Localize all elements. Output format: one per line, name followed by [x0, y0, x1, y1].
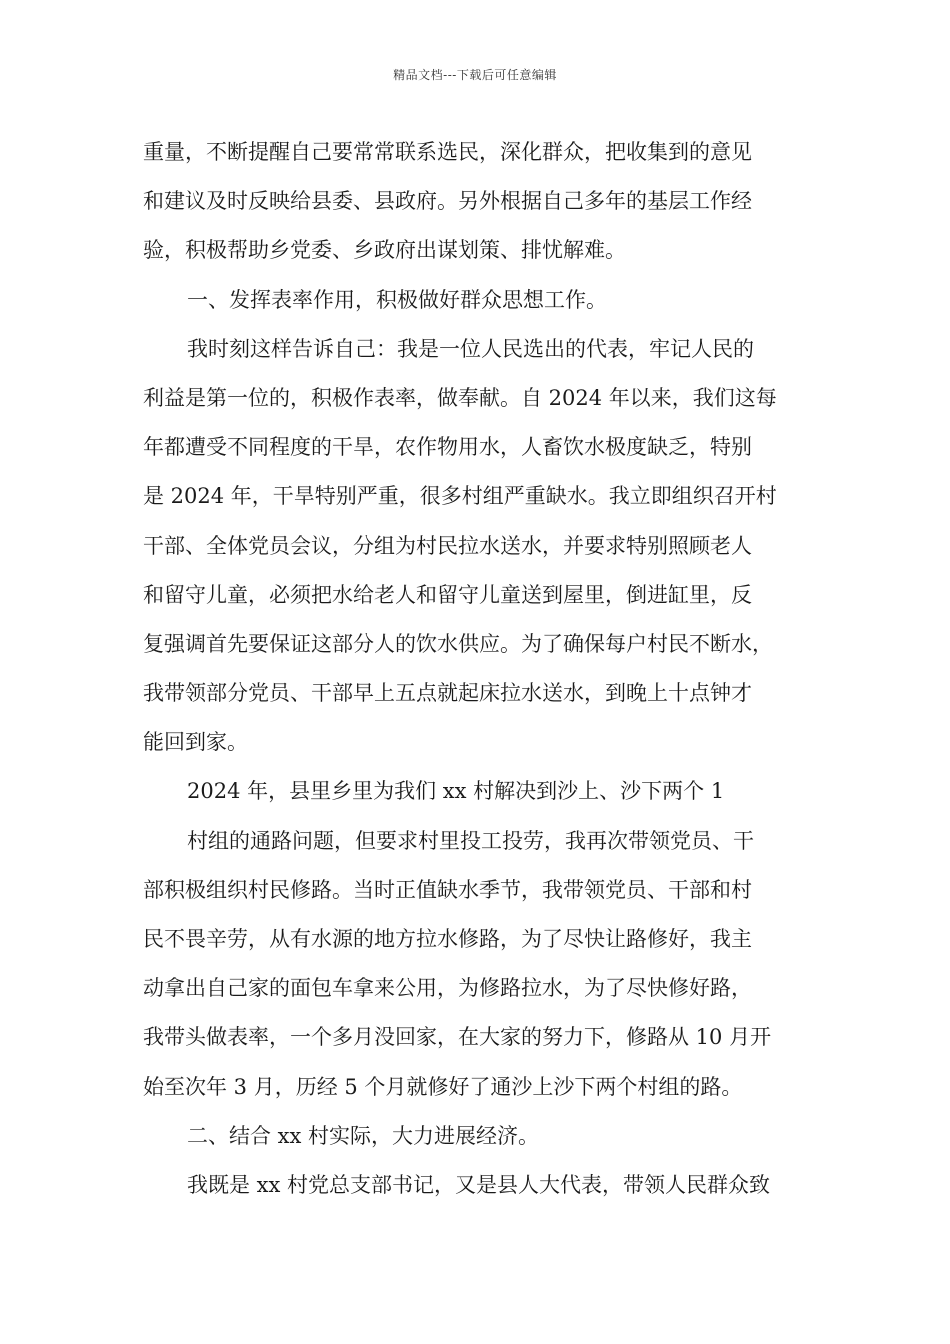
text-line: 干部、全体党员会议，分组为村民拉水送水，并要求特别照顾老人 [143, 533, 752, 558]
text-line: 重量，不断提醒自己要常常联系选民，深化群众，把收集到的意见 [143, 140, 752, 164]
text-line: 年都遭受不同程度的干旱，农作物用水，人畜饮水极度缺乏，特别 [143, 435, 752, 460]
text-line: 我时刻这样告诉自己：我是一位人民选出的代表，牢记人民的 [187, 336, 754, 361]
text-line: 利益是第一位的，积极作表率，做奉献。自 2024 年以来，我们这每 [143, 385, 777, 410]
text-line: 和留守儿童，必须把水给老人和留守儿童送到屋里，倒进缸里，反 [143, 582, 752, 607]
text-line: 我既是 xx 村党总支部书记，又是县人大代表，带领人民群众致 [187, 1172, 771, 1197]
section-heading: 一、发挥表率作用，积极做好群众思想工作。 [187, 287, 607, 312]
text-line: 动拿出自己家的面包车拿来公用，为修路拉水，为了尽快修好路， [143, 976, 752, 1001]
text-line: 部积极组织村民修路。当时正值缺水季节，我带领党员、干部和村 [143, 877, 752, 902]
text-line: 复强调首先要保证这部分人的饮水供应。为了确保每户村民不断水， [143, 631, 773, 656]
text-line: 村组的通路问题，但要求村里投工投劳，我再次带领党员、干 [187, 828, 754, 853]
text-line: 是 2024 年，干旱特别严重，很多村组严重缺水。我立即组织召开村 [143, 484, 777, 509]
text-line: 始至次年 3 月，历经 5 个月就修好了通沙上沙下两个村组的路。 [143, 1074, 743, 1099]
text-line: 能回到家。 [143, 730, 248, 755]
page-header: 精品文档---下载后可任意编辑 [393, 68, 557, 82]
text-line: 验，积极帮助乡党委、乡政府出谋划策、排忧解难。 [143, 238, 626, 263]
text-line: 我带头做表率，一个多月没回家，在大家的努力下，修路从 10 月开 [143, 1025, 772, 1050]
document-body [143, 128, 823, 1210]
text-line: 我带领部分党员、干部早上五点就起床拉水送水，到晚上十点钟才 [143, 681, 752, 706]
text-line: 和建议及时反映给县委、县政府。另外根据自己多年的基层工作经 [143, 189, 752, 214]
section-heading: 二、结合 xx 村实际，大力进展经济。 [187, 1123, 540, 1148]
text-line: 2024 年，县里乡里为我们 xx 村解决到沙上、沙下两个 1 [187, 779, 725, 804]
text-line: 民不畏辛劳，从有水源的地方拉水修路，为了尽快让路修好，我主 [143, 927, 752, 951]
